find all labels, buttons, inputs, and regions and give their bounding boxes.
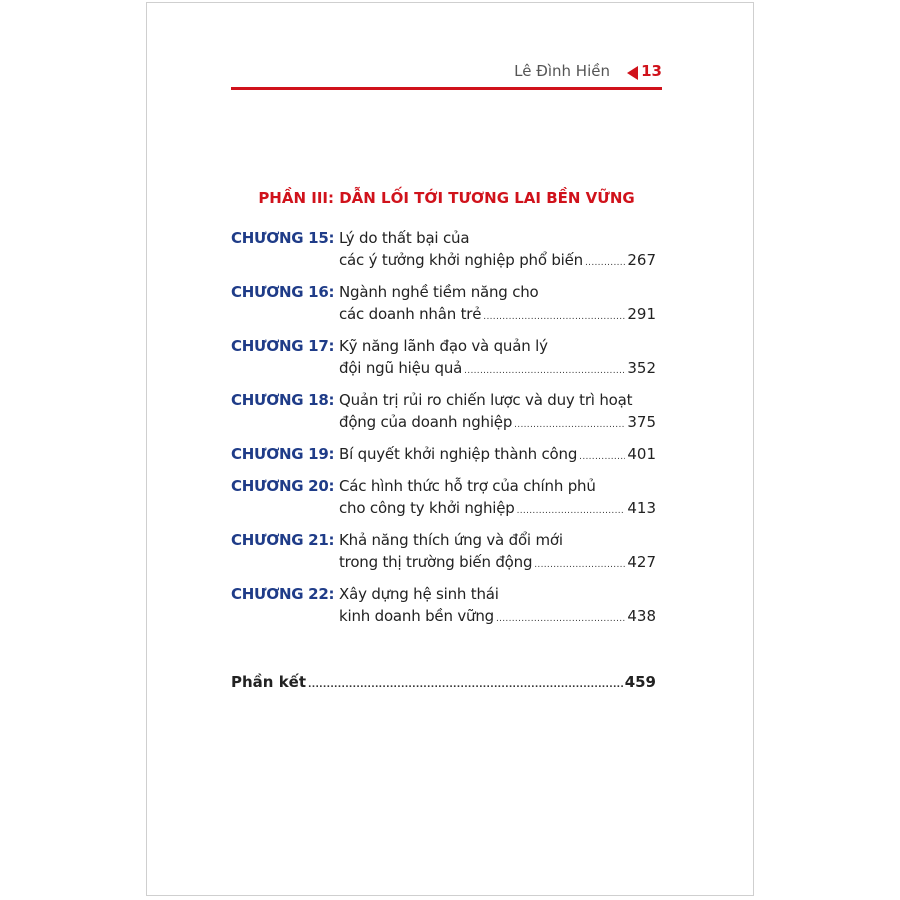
chapter-page: 427 — [627, 553, 656, 571]
chapter-label: CHƯƠNG 20: — [231, 477, 335, 495]
dot-leader — [483, 312, 625, 322]
chapter-title-line2: kinh doanh bền vững — [339, 607, 494, 625]
author-name: Lê Đình Hiền — [514, 62, 610, 80]
page-header — [231, 62, 662, 86]
dot-leader — [496, 614, 625, 624]
chapter-title-line1: Các hình thức hỗ trợ của chính phủ — [339, 477, 596, 495]
chapter-label: CHƯƠNG 15: — [231, 229, 335, 247]
toc-entry[interactable] — [231, 229, 656, 283]
chapter-page: 438 — [627, 607, 656, 625]
dot-leader — [517, 506, 626, 516]
chapter-page: 413 — [627, 499, 656, 517]
toc-entry[interactable] — [231, 585, 656, 639]
toc-entry[interactable] — [231, 477, 656, 531]
toc-entry[interactable] — [231, 337, 656, 391]
toc-entry[interactable] — [231, 283, 656, 337]
page-number: 13 — [641, 62, 662, 80]
part-title: PHẦN III: DẪN LỐI TỚI TƯƠNG LAI BỀN VỮNG — [258, 189, 635, 207]
chapter-title-line1: Kỹ năng lãnh đạo và quản lý — [339, 337, 548, 355]
chapter-label: CHƯƠNG 17: — [231, 337, 335, 355]
chapter-title-line2: cho công ty khởi nghiệp — [339, 499, 515, 517]
header-rule — [231, 87, 662, 90]
chapter-title-line2: các doanh nhân trẻ — [339, 305, 482, 323]
chapter-page: 291 — [627, 305, 656, 323]
dot-leader — [579, 452, 625, 462]
conclusion-label: Phần kết — [231, 673, 307, 691]
chapter-title-line1: Xây dựng hệ sinh thái — [339, 585, 499, 603]
chapter-page: 401 — [627, 445, 656, 463]
chapter-label: CHƯƠNG 18: — [231, 391, 335, 409]
chapter-title-line2: động của doanh nghiệp — [339, 413, 513, 431]
chapter-title-line2: đội ngũ hiệu quả — [339, 359, 463, 377]
chapter-title-line1: Lý do thất bại của — [339, 229, 470, 247]
toc-entry[interactable] — [231, 391, 656, 445]
chapter-label: CHƯƠNG 19: — [231, 445, 335, 463]
table-of-contents — [231, 229, 656, 639]
dot-leader — [585, 258, 625, 268]
dot-leader — [534, 560, 625, 570]
chapter-page: 375 — [627, 413, 656, 431]
chapter-label: CHƯƠNG 22: — [231, 585, 335, 603]
chapter-title-line1: Quản trị rủi ro chiến lược và duy trì hoạt — [339, 391, 633, 409]
conclusion-page: 459 — [624, 673, 656, 691]
dot-leader — [308, 680, 623, 690]
chapter-page: 352 — [627, 359, 656, 377]
conclusion-entry[interactable] — [231, 673, 656, 691]
chapter-title-line1: Khả năng thích ứng và đổi mới — [339, 531, 563, 549]
chapter-title-line1: Ngành nghề tiềm năng cho — [339, 283, 539, 301]
chapter-title-line2: trong thị trường biến động — [339, 553, 533, 571]
chapter-title-line2: Bí quyết khởi nghiệp thành công — [339, 445, 578, 463]
chapter-label: CHƯƠNG 16: — [231, 283, 335, 301]
dot-leader — [514, 420, 625, 430]
chapter-title-line2: các ý tưởng khởi nghiệp phổ biến — [339, 251, 583, 269]
chapter-label: CHƯƠNG 21: — [231, 531, 335, 549]
dot-leader — [464, 366, 625, 376]
toc-entry[interactable] — [231, 445, 656, 477]
toc-entry[interactable] — [231, 531, 656, 585]
chapter-page: 267 — [627, 251, 656, 269]
triangle-left-icon — [627, 66, 638, 80]
